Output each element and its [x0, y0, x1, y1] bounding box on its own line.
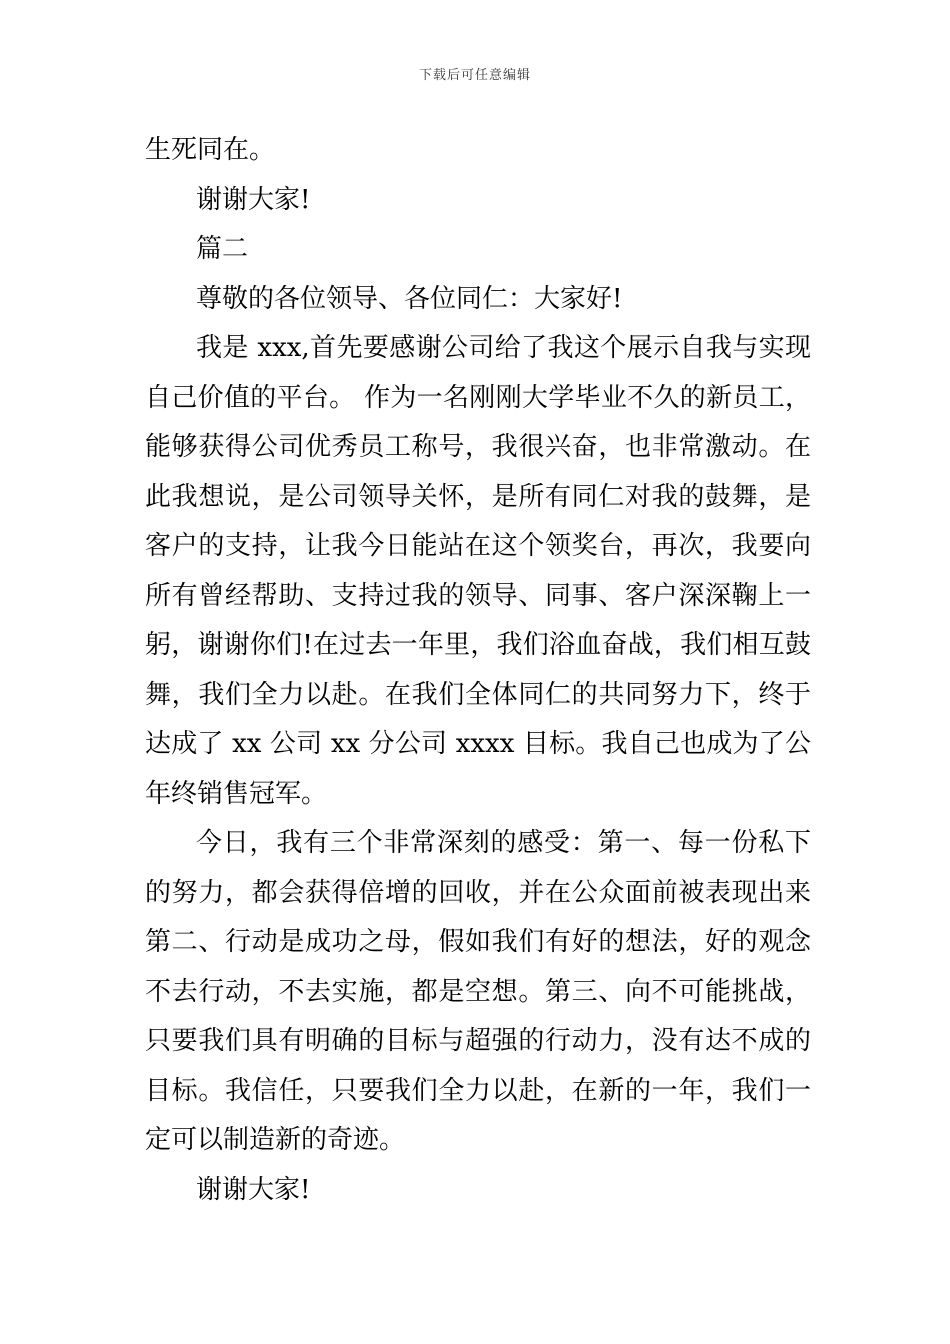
text-line: 所有曾经帮助、支持过我的领导、同事、客户深深鞠上一 [145, 580, 811, 611]
text-line: 第二、行动是成功之母，假如我们有好的想法，好的观念 [145, 927, 811, 957]
closing-line: 谢谢大家! [196, 1174, 311, 1205]
text-line: 能够获得公司优秀员工称号，我很兴奋，也非常激动。在 [145, 432, 811, 462]
text-line: 今日，我有三个非常深刻的感受：第一、每一份私下 [196, 828, 811, 858]
text-line: 躬，谢谢你们!在过去一年里，我们浴血奋战，我们相互鼓 [145, 630, 811, 660]
text-line: 只要我们具有明确的目标与超强的行动力，没有达不成的 [145, 1026, 811, 1056]
text-line: 生死同在。 [145, 135, 276, 165]
text-line: 舞，我们全力以赴。在我们全体同仁的共同努力下，终于 [145, 679, 811, 710]
text-line: 达成了 xx 公司 xx 分公司 xxxx 目标。我自己也成为了公 [145, 729, 811, 759]
text-line: 我是 xxx,首先要感谢公司给了我这个展示自我与实现 [196, 333, 811, 363]
text-line: 此我想说，是公司领导关怀，是所有同仁对我的鼓舞，是 [145, 481, 811, 512]
text-line: 自己价值的平台。 作为一名刚刚大学毕业不久的新员工， [145, 382, 811, 413]
text-line: 客户的支持，让我今日能站在这个领奖台，再次，我要向 [145, 531, 811, 561]
text-line: 的努力，都会获得倍增的回收，并在公众面前被表现出来 [145, 877, 811, 908]
section-heading: 篇二 [196, 234, 249, 264]
text-line: 目标。我信任，只要我们全力以赴，在新的一年，我们一 [145, 1075, 811, 1106]
text-line: 定可以制造新的奇迹。 [145, 1125, 406, 1155]
text-line: 不去行动，不去实施，都是空想。第三、向不可能挑战， [145, 976, 811, 1007]
salutation: 尊敬的各位领导、各位同仁：大家好! [196, 283, 623, 314]
document-body [145, 126, 811, 1215]
text-line: 谢谢大家! [196, 184, 311, 215]
text-line: 年终销售冠军。 [145, 778, 328, 809]
page-header: 下载后可任意编辑 [418, 68, 531, 83]
